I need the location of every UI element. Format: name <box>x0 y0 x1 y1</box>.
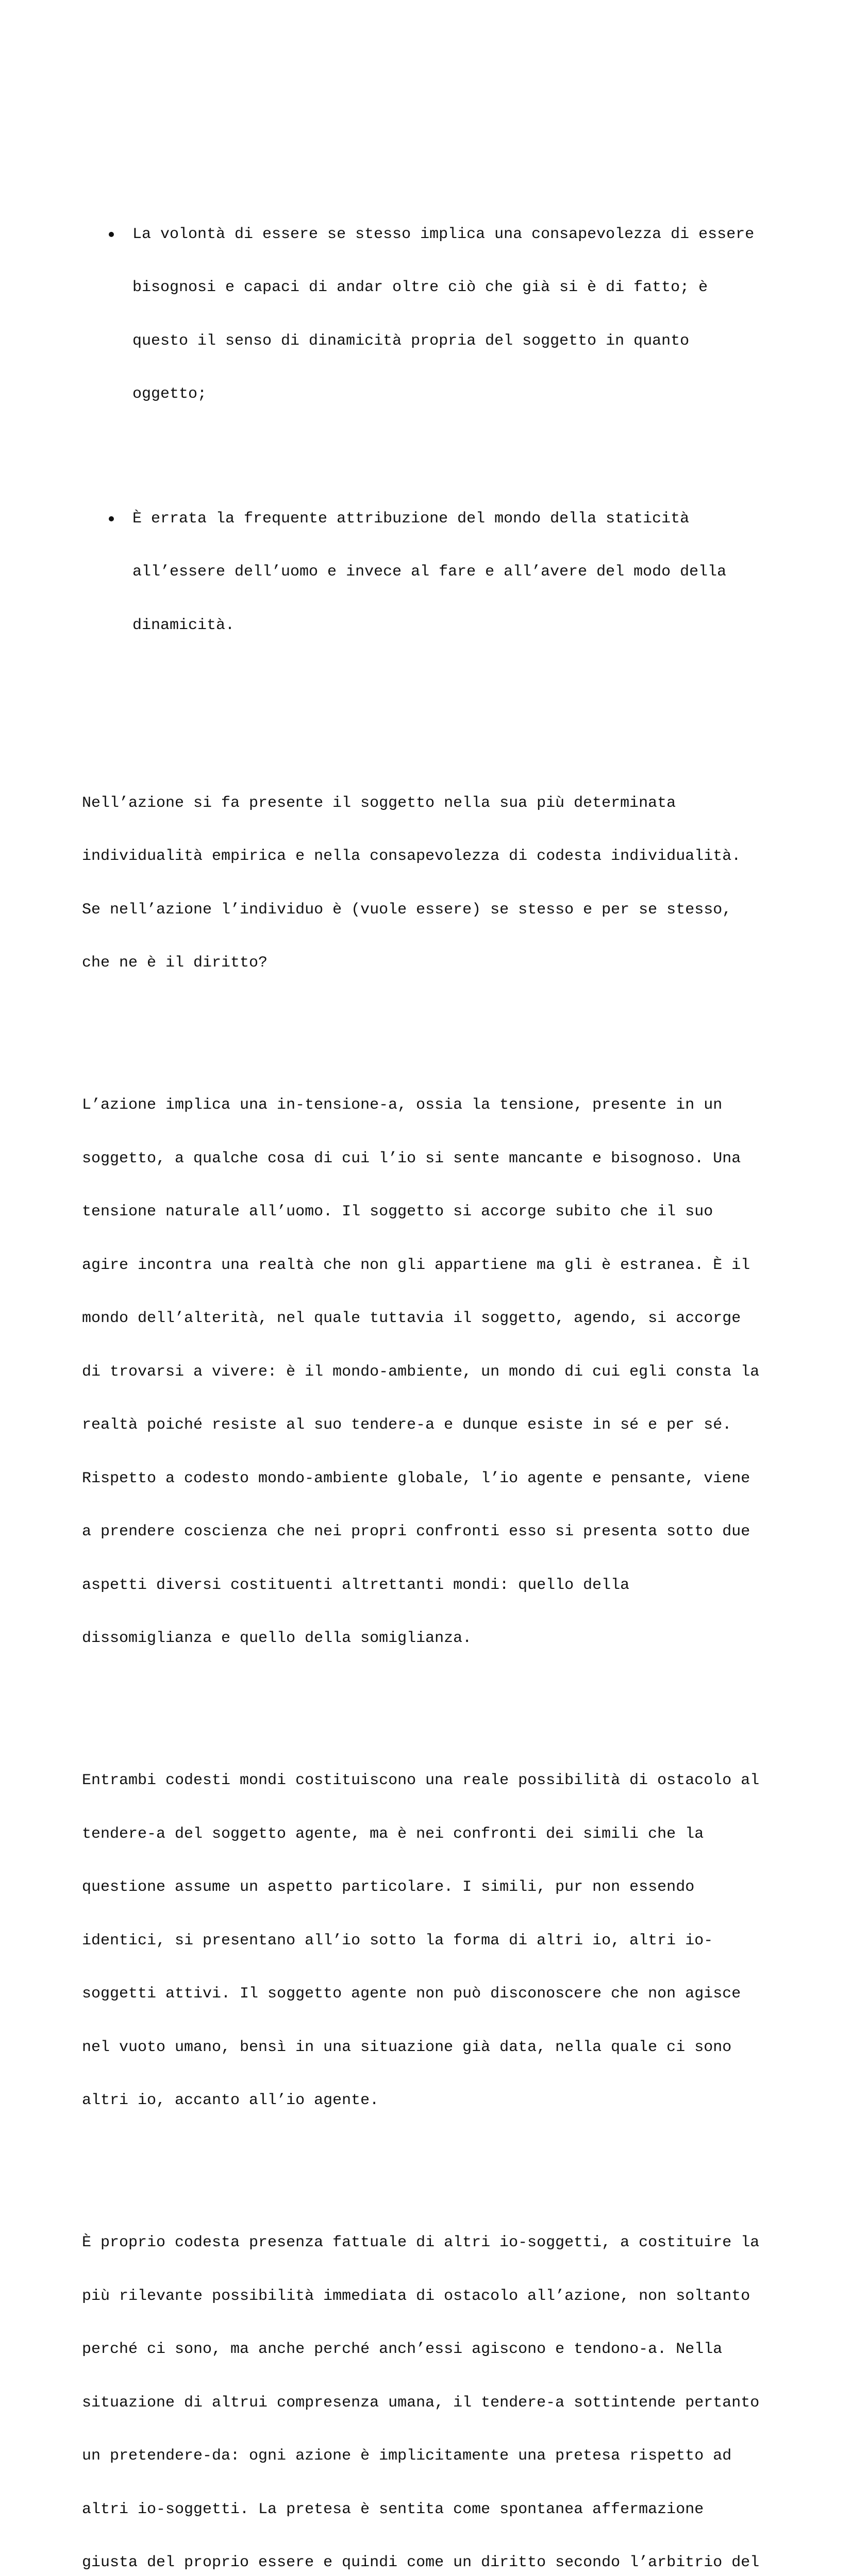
text-line: altri io-soggetti. La pretesa è sentita come spontanea affermazione <box>82 2500 704 2518</box>
text-line: questione assume un aspetto particolare. I simili, pur non essendo <box>82 1878 695 1896</box>
text-line: È proprio codesta presenza fattuale di altri io-soggetti, a costituire la <box>82 2234 760 2251</box>
text-line: giusta del proprio essere e quindi come un diritto secondo l’arbitrio del <box>82 2554 760 2571</box>
text-line: nel vuoto umano, bensì in una situazione già data, nella quale ci sono <box>82 2038 732 2056</box>
text-line: oggetto; <box>132 385 207 403</box>
document-page <box>82 101 783 2576</box>
text-line: individualità empirica e nella consapevolezza di codesta individualità. <box>82 848 741 865</box>
bullet-item <box>82 474 783 670</box>
bullet-icon <box>109 232 114 237</box>
text-line: tendere-a del soggetto agente, ma è nei confronti dei simili che la <box>82 1825 704 1843</box>
text-line: identici, si presentano all’io sotto la forma di altri io, altri io- <box>82 1931 713 1950</box>
paragraph-3 <box>82 1736 783 2145</box>
text-line: Se nell’azione l’individuo è (vuole essere) se stesso e per se stesso, <box>82 901 732 919</box>
bullet-icon <box>109 516 114 521</box>
text-line: È errata la frequente attribuzione del mondo della staticità <box>132 510 690 528</box>
text-line: più rilevante possibilità immediata di ostacolo all’azione, non soltanto <box>82 2287 750 2305</box>
paragraph-1 <box>82 759 783 1008</box>
text-line: soggetto, a qualche cosa di cui l’io si sente mancante e bisognoso. Una <box>82 1149 741 1167</box>
paragraph-4 <box>82 2198 783 2576</box>
text-line: Entrambi codesti mondi costituiscono una reale possibilità di ostacolo al <box>82 1772 760 1789</box>
text-line: di trovarsi a vivere: è il mondo-ambiente, un mondo di cui egli consta la <box>82 1363 760 1381</box>
text-line: altri io, accanto all’io agente. <box>82 2092 379 2109</box>
text-line: che ne è il diritto? <box>82 954 268 972</box>
text-line: a prendere coscienza che nei propri confronti esso si presenta sotto due <box>82 1523 750 1540</box>
text-line: questo il senso di dinamicità propria del soggetto in quanto <box>132 332 690 350</box>
text-line: La volontà di essere se stesso implica una consapevolezza di essere <box>132 225 755 243</box>
text-line: situazione di altrui compresenza umana, il tendere-a sottintende pertanto <box>82 2394 760 2412</box>
text-line: all’essere dell’uomo e invece al fare e all’avere del modo della <box>132 563 727 581</box>
bullet-list-top <box>82 155 783 706</box>
text-line: bisognosi e capaci di andar oltre ciò che già si è di fatto; è <box>132 279 708 296</box>
text-line: mondo dell’alterità, nel quale tuttavia il soggetto, agendo, si accorge <box>82 1310 741 1327</box>
text-line: realtà poiché resiste al suo tendere-a e dunque esiste in sé e per sé. <box>82 1416 732 1434</box>
text-line: dissomiglianza e quello della somiglianza. <box>82 1630 472 1647</box>
text-line: perché ci sono, ma anche perché anch’essi agiscono e tendono-a. Nella <box>82 2341 723 2358</box>
paragraph-2 <box>82 1061 783 1683</box>
text-line: soggetti attivi. Il soggetto agente non può disconoscere che non agisce <box>82 1985 741 2003</box>
text-line: agire incontra una realtà che non gli appartiene ma gli è estranea. È il <box>82 1256 750 1274</box>
text-line: Nell’azione si fa presente il soggetto nella sua più determinata <box>82 794 676 812</box>
text-line: tensione naturale all’uomo. Il soggetto si accorge subito che il suo <box>82 1203 713 1221</box>
text-line: aspetti diversi costituenti altrettanti mondi: quello della <box>82 1576 630 1594</box>
text-line: dinamicità. <box>132 616 235 634</box>
text-line: L’azione implica una in-tensione-a, ossia la tensione, presente in un <box>82 1096 723 1114</box>
bullet-item <box>82 190 783 439</box>
text-line: Rispetto a codesto mondo-ambiente globale, l’io agente e pensante, viene <box>82 1469 750 1487</box>
text-line: un pretendere-da: ogni azione è implicitamente una pretesa rispetto ad <box>82 2447 732 2465</box>
